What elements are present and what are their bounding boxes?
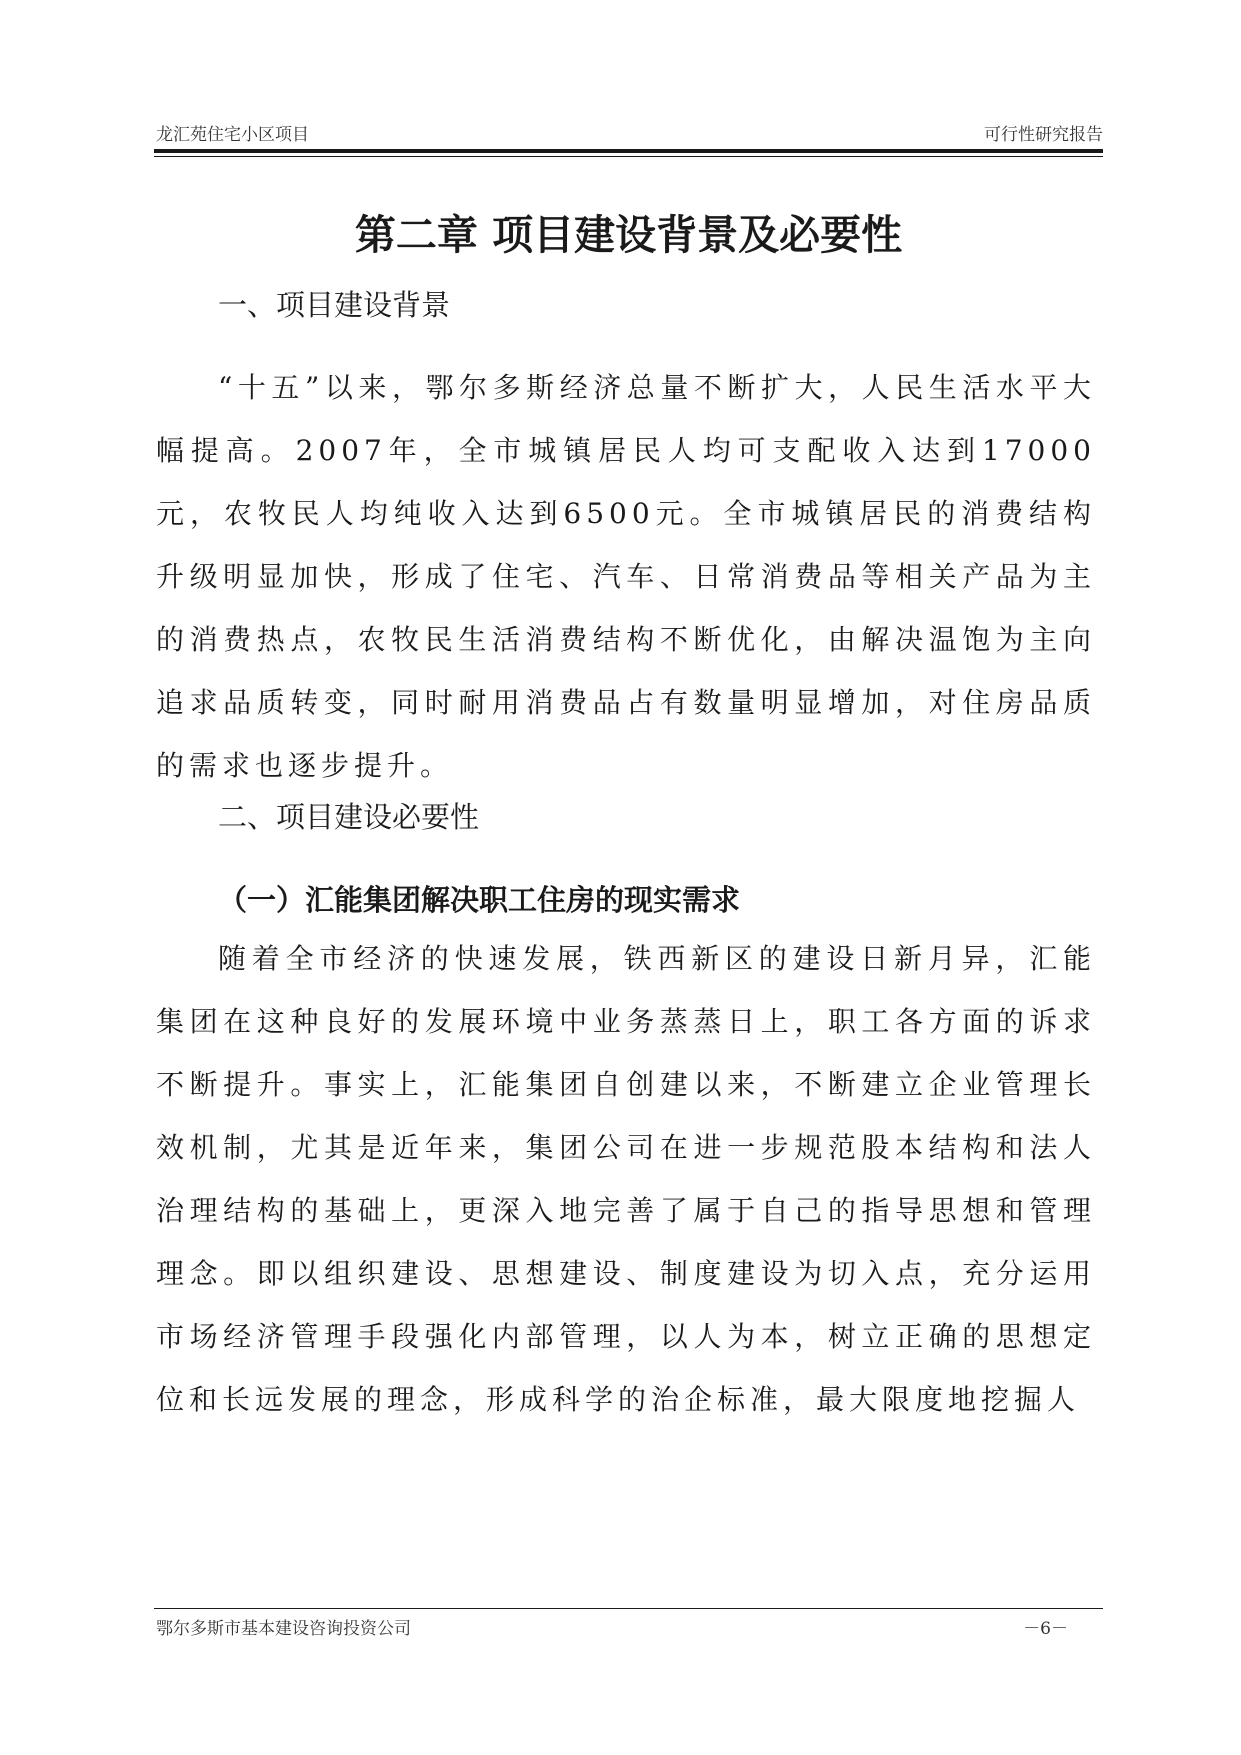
- section-heading-background: 一、项目建设背景: [218, 288, 451, 322]
- subsection-heading-housing-demand: （一）汇能集团解决职工住房的现实需求: [218, 883, 741, 917]
- footer-rule: [154, 1608, 1103, 1609]
- header-rule-thick: [154, 149, 1103, 153]
- header-project-name: 龙汇苑住宅小区项目: [156, 125, 309, 145]
- header-report-type: 可行性研究报告: [984, 125, 1103, 145]
- section-heading-necessity: 二、项目建设必要性: [218, 800, 480, 834]
- paragraph-background: “十五”以来，鄂尔多斯经济总量不断扩大，人民生活水平大幅提高。2007年，全市城镇居民人均可支配收入达到17000元，农牧民人均纯收入达到6500元。全市城镇居民的消费结构升级明显加快，形成了住宅、汽车、日常消费品等相关产品为主的消费热点，农牧民生活消费结构不断优化，由解决温饱为主向追求品质转变，同时耐用消费品占有数量明显增加，对住房品质的需求也逐步提升。: [156, 371, 1096, 782]
- chapter-title: 第二章 项目建设背景及必要性: [354, 211, 903, 259]
- header-rule-thin: [154, 156, 1103, 157]
- paragraph-housing-demand: 随着全市经济的快速发展，铁西新区的建设日新月异，汇能集团在这种良好的发展环境中业务蒸蒸日上，职工各方面的诉求不断提升。事实上，汇能集团自创建以来，不断建立企业管理长效机制，尤其是近年来，集团公司在进一步规范股本结构和法人治理结构的基础上，更深入地完善了属于自己的指导思想和管理理念。即以组织建设、思想建设、制度建设为切入点，充分运用市场经济管理手段强化内部管理，以人为本，树立正确的思想定位和长远发展的理念，形成科学的治企标准，最大限度地挖掘人: [156, 942, 1096, 1416]
- footer-company: 鄂尔多斯市基本建设咨询投资公司: [156, 1619, 411, 1639]
- page-number: －6－: [1023, 1619, 1068, 1639]
